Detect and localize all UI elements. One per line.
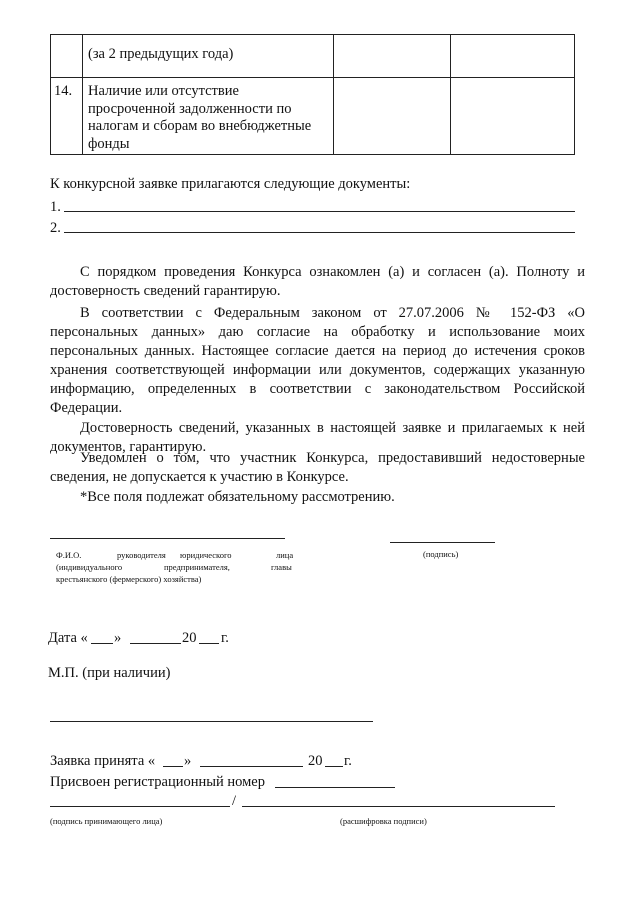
accepted-quote-close: » <box>184 753 192 769</box>
paragraph-2-line-5: информацию, определенных в соответствии с законодательством Российской <box>50 381 585 397</box>
signature-caption: (подпись) <box>423 549 459 559</box>
table-border-right <box>574 34 575 155</box>
paragraph-1-line-2: достоверность сведений гарантирую. <box>50 283 281 299</box>
fio-caption-word-2: руководителя <box>117 550 166 560</box>
acceptor-name-caption: (расшифровка подписи) <box>340 816 427 826</box>
table-col-divider-1 <box>82 34 83 155</box>
registration-number-line[interactable] <box>275 787 395 788</box>
table-row-2-number: 14. <box>54 83 73 99</box>
fio-caption-word-6: предпринимателя, <box>164 562 230 572</box>
paragraph-3-line-2: документов, гарантирую. <box>50 439 207 455</box>
stamp-label: М.П. (при наличии) <box>48 665 171 681</box>
stamp-line[interactable] <box>50 721 373 722</box>
date-year-line[interactable] <box>199 643 219 644</box>
accepted-year-suffix: г. <box>344 753 352 769</box>
date-year-suffix: г. <box>221 630 229 646</box>
table-row-divider <box>50 77 575 78</box>
bottom-slash: / <box>232 793 237 809</box>
fio-caption-word-3: юридического <box>180 550 232 560</box>
fio-signature-line[interactable] <box>50 538 285 539</box>
attachments-heading: К конкурсной заявке прилагаются следующие документы: <box>50 176 411 192</box>
paragraph-2-line-6: Федерации. <box>50 400 123 416</box>
table-col-divider-2 <box>333 34 334 155</box>
fio-caption-word-1: Ф.И.О. <box>56 550 82 560</box>
date-quote-close: » <box>114 630 122 646</box>
accepted-year-line[interactable] <box>325 766 343 767</box>
paragraph-4-line-2: сведения, не допускается к участию в Конкурсе. <box>50 469 349 485</box>
attachment-1-line[interactable] <box>64 211 575 212</box>
attachment-2-line[interactable] <box>64 232 575 233</box>
paragraph-2-line-1: В соответствии с Федеральным законом от 27.07.2006 № 152-ФЗ «О <box>80 305 585 321</box>
date-day-line[interactable] <box>91 643 113 644</box>
accepted-day-line[interactable] <box>163 766 183 767</box>
date-year-prefix: 20 <box>182 630 197 646</box>
paragraph-2-line-2: персональных данных» даю согласие на обработку и использование моих <box>50 324 585 340</box>
accepted-month-line[interactable] <box>200 766 303 767</box>
paragraph-3-line-1: Достоверность сведений, указанных в настоящей заявке и прилагаемых к ней <box>80 420 585 436</box>
accepted-label: Заявка принята « <box>50 753 156 769</box>
info-table <box>50 34 575 155</box>
fio-caption-word-4: лица <box>276 550 294 560</box>
paragraph-1-line-1: С порядком проведения Конкурса ознакомлен (а) и согласен (а). Полноту и <box>80 264 585 280</box>
fio-caption-line-3: крестьянского (фермерского) хозяйства) <box>56 574 202 584</box>
date-month-line[interactable] <box>130 643 181 644</box>
acceptor-signature-line[interactable] <box>50 806 230 807</box>
table-border-top <box>50 34 575 35</box>
table-col-divider-3 <box>450 34 451 155</box>
paragraph-2-line-4: хранения соответствующей информации или документов, содержащих указанную <box>50 362 585 378</box>
paragraph-4-line-1: Уведомлен о том, что участник Конкурса, предоставивший недостоверные <box>80 450 585 466</box>
registration-label: Присвоен регистрационный номер <box>50 774 265 790</box>
paragraph-2-line-3: персональных данных. Настоящее согласие дается на период до истечения сроков <box>50 343 585 359</box>
fio-caption-word-7: главы <box>271 562 292 572</box>
acceptor-signature-caption: (подпись принимающего лица) <box>50 816 163 826</box>
attachment-2-number: 2. <box>50 220 61 236</box>
table-row-2-line-3: налогам и сборам во внебюджетные <box>88 118 312 134</box>
table-row-1-text: (за 2 предыдущих года) <box>88 46 234 62</box>
fio-caption-word-5: (индивидуального <box>56 562 123 572</box>
date-label: Дата « <box>48 630 88 646</box>
accepted-year-prefix: 20 <box>308 753 323 769</box>
table-row-2-line-1: Наличие или отсутствие <box>88 83 239 99</box>
table-row-2-line-4: фонды <box>88 135 130 152</box>
acceptor-name-line[interactable] <box>242 806 555 807</box>
table-border-bottom <box>50 154 575 155</box>
paragraph-5: *Все поля подлежат обязательному рассмотрению. <box>80 489 395 505</box>
table-border-left <box>50 34 51 155</box>
table-row-2-line-2: просроченной задолженности по <box>88 100 292 117</box>
attachment-1-number: 1. <box>50 199 61 215</box>
signature-line[interactable] <box>390 542 495 543</box>
